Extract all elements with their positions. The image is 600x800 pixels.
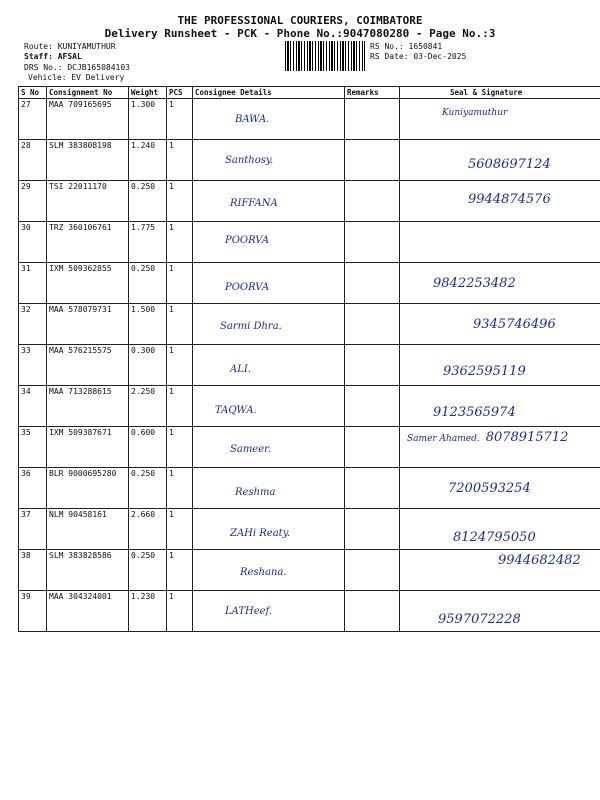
cell-sno: 36	[19, 468, 47, 509]
runsheet-table	[18, 86, 600, 632]
cell-sno: 30	[19, 222, 47, 263]
signature-phone: 8124795050	[453, 530, 536, 545]
cell-consignment: SLM 383828586	[47, 550, 129, 591]
cell-consignment: IXM 509362855	[47, 263, 129, 304]
cell-signature	[400, 222, 600, 263]
table-row	[19, 550, 600, 591]
table-row	[19, 263, 600, 304]
consignee-name: ALI.	[230, 364, 251, 375]
cell-signature	[400, 468, 600, 509]
col-header-weight: Weight	[129, 87, 167, 99]
cell-weight: 2.250	[129, 386, 167, 427]
staff-label: Staff: AFSAL	[24, 52, 82, 61]
cell-signature	[400, 386, 600, 427]
cell-consignment: MAA 709165695	[47, 99, 129, 140]
cell-weight: 2.660	[129, 509, 167, 550]
consignee-name: Sameer.	[230, 444, 271, 455]
cell-sno: 34	[19, 386, 47, 427]
cell-remarks	[345, 345, 400, 386]
cell-consignment: NLM 90458161	[47, 509, 129, 550]
cell-signature	[400, 591, 600, 632]
cell-weight: 1.240	[129, 140, 167, 181]
cell-remarks	[345, 181, 400, 222]
cell-weight: 0.300	[129, 345, 167, 386]
table-row	[19, 181, 600, 222]
cell-sno: 27	[19, 99, 47, 140]
signature-text: Kuniyamuthur	[442, 108, 508, 118]
cell-sno: 29	[19, 181, 47, 222]
signature-phone: 9123565974	[433, 405, 516, 420]
cell-signature	[400, 99, 600, 140]
cell-pcs: 1	[167, 181, 193, 222]
cell-weight: 0.250	[129, 468, 167, 509]
cell-consignee	[193, 304, 345, 345]
cell-remarks	[345, 99, 400, 140]
cell-consignment: SLM 383808198	[47, 140, 129, 181]
signature-phone: 9944682482	[498, 553, 581, 568]
rs-date: RS Date: 03-Dec-2025	[370, 52, 467, 61]
signature-phone: 9944874576	[468, 192, 551, 207]
cell-pcs: 1	[167, 263, 193, 304]
cell-sno: 38	[19, 550, 47, 591]
consignee-name: TAQWA.	[215, 405, 257, 416]
cell-signature	[400, 263, 600, 304]
table-header-row	[19, 87, 600, 99]
cell-pcs: 1	[167, 386, 193, 427]
cell-signature	[400, 345, 600, 386]
runsheet-title: THE PROFESSIONAL COURIERS, COIMBATORE	[177, 14, 423, 27]
cell-weight: 0.250	[129, 550, 167, 591]
cell-pcs: 1	[167, 509, 193, 550]
cell-weight: 0.250	[129, 263, 167, 304]
cell-consignee	[193, 550, 345, 591]
consignee-name: Reshana.	[240, 567, 287, 578]
cell-remarks	[345, 591, 400, 632]
cell-signature	[400, 550, 600, 591]
cell-consignee	[193, 181, 345, 222]
cell-consignment: IXM 509387671	[47, 427, 129, 468]
signature-text: Samer Ahamed.	[407, 434, 480, 444]
cell-pcs: 1	[167, 468, 193, 509]
cell-signature	[400, 181, 600, 222]
cell-consignment: MAA 576215575	[47, 345, 129, 386]
cell-pcs: 1	[167, 550, 193, 591]
cell-consignment: TSI 22011170	[47, 181, 129, 222]
cell-sno: 28	[19, 140, 47, 181]
cell-consignee	[193, 427, 345, 468]
table-row	[19, 427, 600, 468]
cell-sno: 33	[19, 345, 47, 386]
table-row	[19, 99, 600, 140]
consignee-name: POORVA	[225, 282, 270, 293]
barcode	[285, 41, 365, 71]
cell-sno: 39	[19, 591, 47, 632]
signature-phone: 7200593254	[448, 481, 531, 496]
cell-signature	[400, 427, 600, 468]
cell-remarks	[345, 468, 400, 509]
cell-consignment: TRZ 360106761	[47, 222, 129, 263]
signature-phone: 8078915712	[485, 430, 569, 445]
consignee-name: ZAHi Reaty.	[230, 528, 291, 539]
cell-consignment: BLR 9000695280	[47, 468, 129, 509]
cell-pcs: 1	[167, 345, 193, 386]
cell-remarks	[345, 509, 400, 550]
cell-weight: 1.230	[129, 591, 167, 632]
cell-pcs: 1	[167, 427, 193, 468]
table-row	[19, 509, 600, 550]
cell-remarks	[345, 550, 400, 591]
signature-phone: 9345746496	[473, 317, 556, 332]
vehicle-label: Vehicle: EV Delivery	[28, 73, 125, 82]
consignee-name: BAWA.	[235, 114, 270, 125]
cell-signature	[400, 140, 600, 181]
table-row	[19, 140, 600, 181]
consignee-name: Sarmi Dhra.	[220, 321, 282, 332]
cell-consignee	[193, 263, 345, 304]
cell-consignment: MAA 578079731	[47, 304, 129, 345]
consignee-name: Santhosy.	[225, 155, 274, 166]
cell-pcs: 1	[167, 222, 193, 263]
cell-weight: 1.300	[129, 99, 167, 140]
consignee-name: RIFFANA	[230, 198, 278, 209]
cell-signature	[400, 509, 600, 550]
cell-pcs: 1	[167, 140, 193, 181]
cell-consignee	[193, 509, 345, 550]
cell-consignment: MAA 713288615	[47, 386, 129, 427]
col-header-remarks: Remarks	[345, 87, 400, 99]
table-row	[19, 345, 600, 386]
col-header-signature: Seal & Signature	[400, 87, 600, 99]
cell-pcs: 1	[167, 99, 193, 140]
cell-consignee	[193, 468, 345, 509]
table-row	[19, 591, 600, 632]
cell-sno: 32	[19, 304, 47, 345]
signature-phone: 9597072228	[438, 612, 521, 627]
cell-consignee	[193, 140, 345, 181]
signature-phone: 5608697124	[468, 157, 551, 172]
table-row	[19, 304, 600, 345]
signature-phone: 9842253482	[433, 276, 516, 291]
cell-pcs: 1	[167, 591, 193, 632]
cell-consignee	[193, 99, 345, 140]
rs-number: RS No.: 1650841	[370, 42, 443, 51]
col-header-consignee: Consignee Details	[193, 87, 345, 99]
cell-sno: 37	[19, 509, 47, 550]
cell-weight: 1.775	[129, 222, 167, 263]
consignee-name: POORVA	[225, 235, 270, 246]
cell-consignment: MAA 304324001	[47, 591, 129, 632]
cell-consignee	[193, 591, 345, 632]
cell-consignee	[193, 345, 345, 386]
cell-remarks	[345, 427, 400, 468]
cell-weight: 0.600	[129, 427, 167, 468]
consignee-name: Reshma	[235, 487, 276, 498]
signature-phone: 9362595119	[443, 364, 526, 379]
table-row	[19, 386, 600, 427]
col-header-sno: S No	[19, 87, 47, 99]
col-header-consignment: Consignment No	[47, 87, 129, 99]
table-row	[19, 222, 600, 263]
table-row	[19, 468, 600, 509]
cell-remarks	[345, 140, 400, 181]
cell-consignee	[193, 222, 345, 263]
cell-weight: 1.500	[129, 304, 167, 345]
cell-weight: 0.250	[129, 181, 167, 222]
cell-pcs: 1	[167, 304, 193, 345]
consignee-name: LATHeef.	[225, 606, 273, 617]
cell-sno: 35	[19, 427, 47, 468]
cell-sno: 31	[19, 263, 47, 304]
cell-signature	[400, 304, 600, 345]
cell-remarks	[345, 304, 400, 345]
runsheet-subtitle: Delivery Runsheet - PCK - Phone No.:9047080280 - Page No.:3	[104, 27, 496, 40]
cell-remarks	[345, 263, 400, 304]
cell-remarks	[345, 386, 400, 427]
cell-consignee	[193, 386, 345, 427]
route-label: Route: KUNIYAMUTHUR	[24, 42, 116, 51]
drs-number: DRS No.: DCJB165084103	[24, 63, 130, 72]
cell-remarks	[345, 222, 400, 263]
col-header-pcs: PCS	[167, 87, 193, 99]
